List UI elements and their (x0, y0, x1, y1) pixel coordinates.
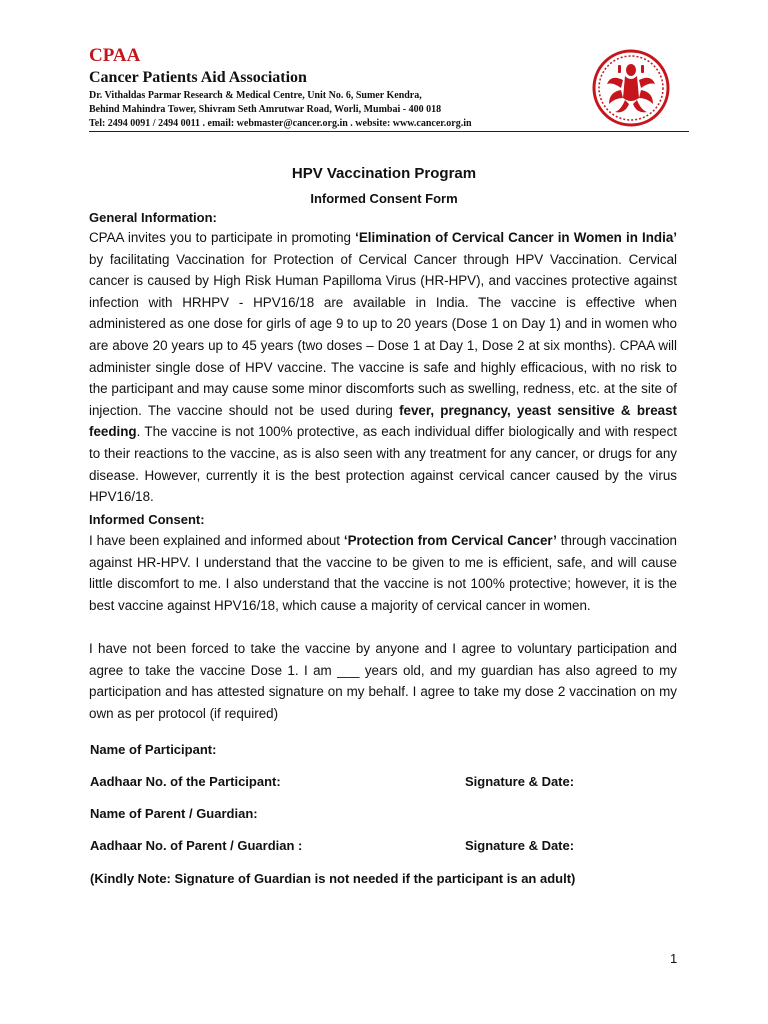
participant-signature-label: Signature & Date: (465, 774, 575, 789)
cpaa-logo-icon (591, 48, 671, 128)
header-divider (89, 131, 689, 132)
consent-paragraph-2: I have not been forced to take the vaccine by anyone and I agree to voluntary participation and agree to take the vaccine Dose 1. I am ___ years old, and my guardian has also agreed to my participation and has attested signature on my behalf. I agree to take my dose 2 vaccination on my own as per protocol (if required) (89, 641, 677, 721)
campaign-name: ‘Elimination of Cervical Cancer in Women in India’ (355, 230, 677, 245)
general-info-heading: General Information: (89, 210, 217, 225)
consent-heading: Informed Consent: (89, 512, 205, 527)
guardian-signature-label: Signature & Date: (465, 838, 575, 853)
guardian-aadhaar-label: Aadhaar No. of Parent / Guardian : (90, 838, 303, 853)
protection-phrase: ‘Protection from Cervical Cancer’ (343, 533, 557, 548)
org-name: Cancer Patients Aid Association (89, 69, 307, 86)
form-subtitle: Informed Consent Form (310, 191, 458, 206)
address-line-2: Behind Mahindra Tower, Shivram Seth Amrutwar Road, Worli, Mumbai - 400 018 (89, 104, 442, 115)
page-number: 1 (670, 951, 678, 966)
participant-name-label: Name of Participant: (90, 742, 217, 757)
general-info-paragraph: CPAA invites you to participate in promoting ‘Elimination of Cervical Cancer in Women in India’ by facilitating Vaccination for Protection of Cervical Cancer through HPV Vaccination. Cervical cancer is caused by High Risk Human Papilloma Virus (HR-HPV), and vaccines protective against infection with HRHPV - HPV16/18 are available in India. The vaccine is effective when administered as one dose for girls of age 9 to up to 20 years (Dose 1 on Day 1) and in women who are above 20 years up to 45 years (two doses – Dose 1 at Day 1, Dose 2 at six months). CPAA will administer single dose of HPV vaccine. The vaccine is safe and highly efficacious, with no risk to the participant and may cause some minor discomforts such as swelling, redness, etc. at the site of injection. The vaccine should not be used during fever, pregnancy, yeast sensitive & breast feeding. The vaccine is not 100% protective, as each individual differ biologically and with respect to their reactions to the vaccine, as is also seen with any treatment for any cancer, or drugs for any disease. However, currently it is the best protection against cervical cancer caused by the virus HPV16/18. (89, 230, 678, 505)
contraindications: fever, pregnancy, yeast sensitive & breast feeding (89, 402, 678, 440)
org-abbreviation: CPAA (89, 45, 141, 66)
participant-aadhaar-label: Aadhaar No. of the Participant: (90, 774, 281, 789)
guardian-name-label: Name of Parent / Guardian: (90, 806, 258, 821)
contact-line: Tel: 2494 0091 / 2494 0011 . email: webmaster@cancer.org.in . website: www.cancer.org.in (89, 118, 472, 129)
address-line-1: Dr. Vithaldas Parmar Research & Medical Centre, Unit No. 6, Sumer Kendra, (89, 90, 422, 101)
consent-paragraph-1: I have been explained and informed about ‘Protection from Cervical Cancer’ through vaccination against HR-HPV. I understand that the vaccine to be given to me is efficient, safe, and will cause little discomfort to me. I also understand that the vaccine is not 100% protective; however, it is the best vaccine against HPV16/18, which cause a majority of cervical cancer in women. (89, 533, 677, 613)
guardian-note: (Kindly Note: Signature of Guardian is not needed if the participant is an adult) (90, 871, 576, 886)
form-title: HPV Vaccination Program (291, 165, 477, 182)
